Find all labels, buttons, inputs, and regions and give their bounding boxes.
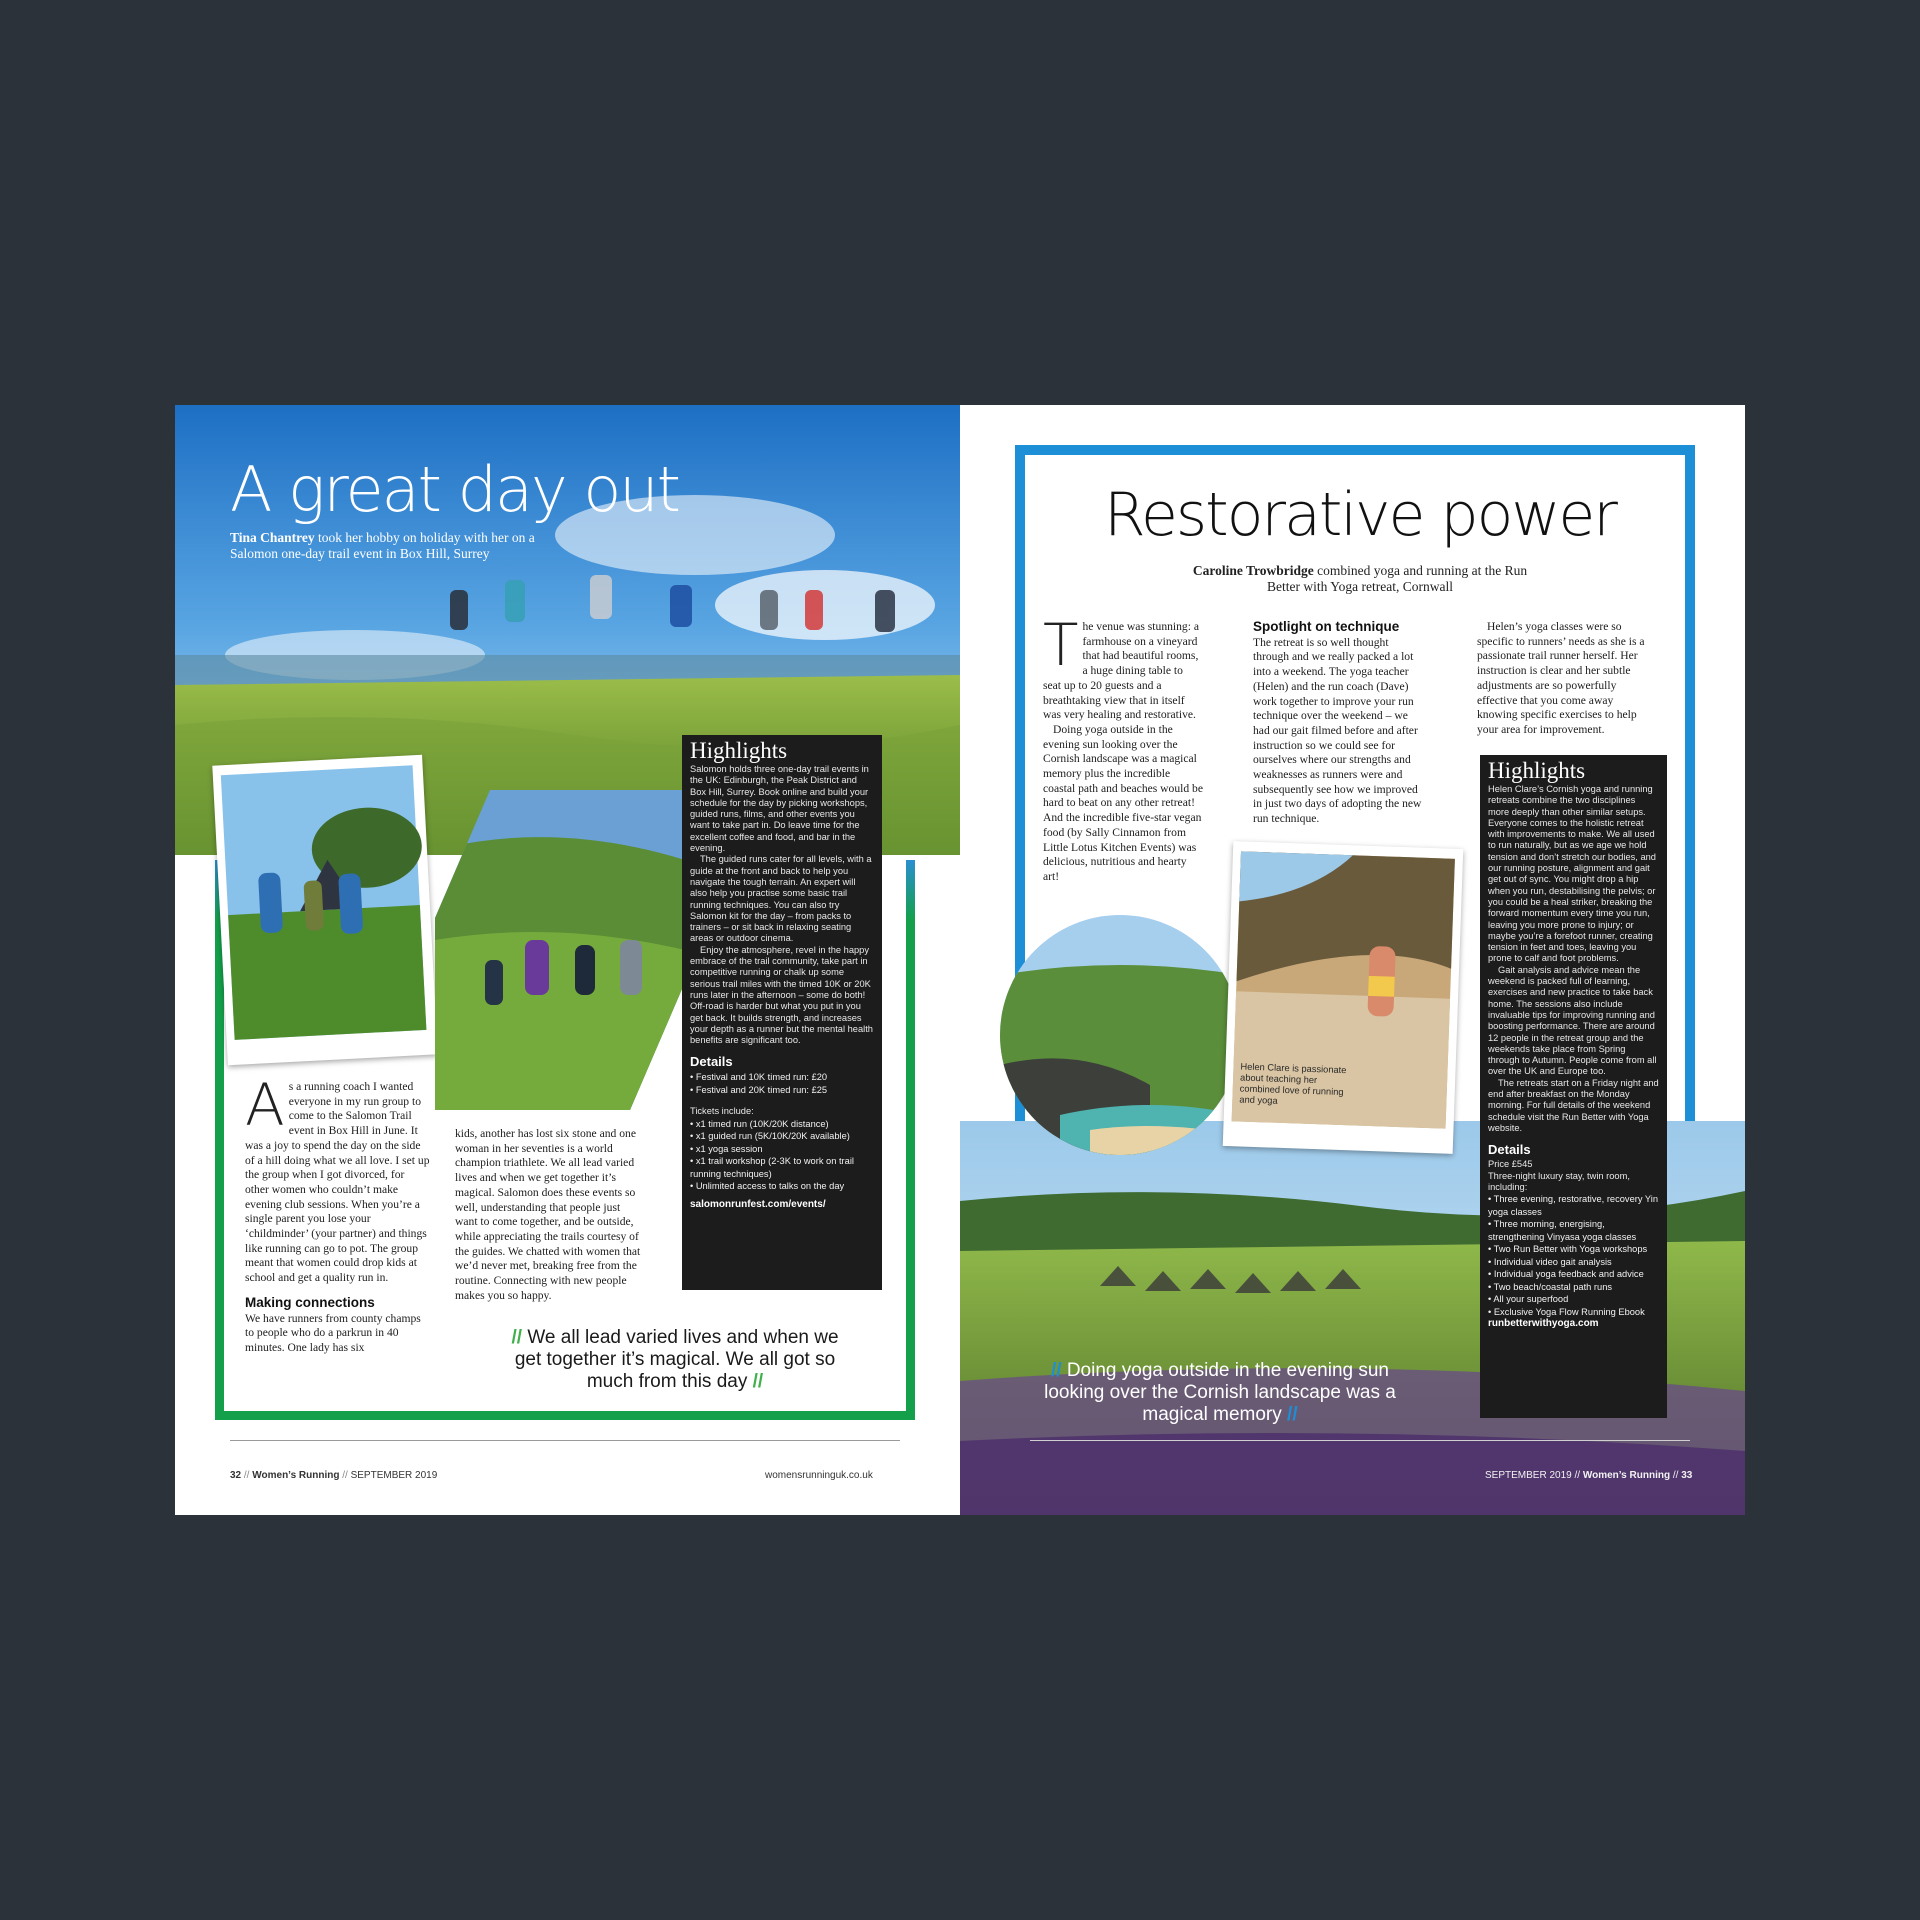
issue-date: SEPTEMBER 2019 <box>1485 1470 1572 1481</box>
include-item: • Three morning, energising, strengthening Vinyasa yoga classes <box>1488 1218 1659 1243</box>
footer-rule <box>230 1440 900 1441</box>
subhead-making-connections: Making connections <box>245 1294 375 1310</box>
footer-separator: // <box>1672 1470 1679 1481</box>
photo-circle-coast <box>1000 915 1240 1155</box>
tickets-list <box>690 1118 874 1193</box>
highlights-para-2: Gait analysis and advice mean the weekend is packed full of learning, exercises and new practice to take back home. The sessions also include invaluable tips for improving running and boosting performance. There are around 12 people in the retreat group and the weekends take place from Spring through to Autumn. People come from all over the UK and Europe too. <box>1488 964 1657 1077</box>
ticket-item: • Unlimited access to talks on the day <box>690 1180 874 1193</box>
footer-separator: // <box>342 1470 348 1481</box>
tickets-label: Tickets include: <box>690 1106 754 1117</box>
include-item: • Two Run Better with Yoga workshops <box>1488 1243 1659 1256</box>
footer-rule <box>1030 1440 1690 1441</box>
pull-quote-text: We all lead varied lives and when we get together it’s magical. We all got so much from this day <box>514 1327 839 1392</box>
body-column-1 <box>245 1071 430 1356</box>
magazine-name: Women’s Running <box>1582 1470 1671 1481</box>
body-column-2 <box>455 1127 645 1303</box>
body-para-2: We have runners from county champs to people who do a parkrun in 40 minutes. One lady has six <box>245 1311 421 1354</box>
body-para-2: Doing yoga outside in the evening sun looking over the Cornish landscape was a magical memory plus the incredible coastal path and beaches would be hard to beat on any other retreat! And the incredible five-star vegan food (by Sally Cinnamon from Little Lotus Kitchen Events) was delicious, nutritious and hearty art! <box>1043 722 1203 883</box>
standfirst-text: took her hobby on holiday with her on a Salomon one-day trail event in Box Hill, Surrey <box>230 530 535 561</box>
quote-mark-close: // <box>752 1371 764 1392</box>
right-page <box>960 405 1745 1515</box>
magazine-name: Women’s Running <box>252 1470 340 1481</box>
frame-side-gradient <box>906 860 915 920</box>
details-url[interactable]: salomonrunfest.com/events/ <box>690 1198 826 1210</box>
highlights-para-3: The retreats start on a Friday night and end after breakfast on the Monday morning. For full details of the weekend schedule visit the Run Better with Yoga website. <box>1488 1077 1659 1133</box>
body-col-3-text: Helen’s yoga classes were so specific to runners’ needs as she is a passionate trail runner herself. Her instruction is clear and her subtle adjustments are so powerfully effective that you come away knowing specific exercises to help your area for improvement. <box>1477 620 1645 736</box>
issue-date: SEPTEMBER 2019 <box>350 1470 438 1481</box>
include-item: • Individual yoga feedback and advice <box>1488 1268 1659 1281</box>
author-name: Caroline Trowbridge <box>1192 563 1314 578</box>
body-para-1: he venue was stunning: a farmhouse on a vineyard that had beautiful rooms, a huge dining table to seat up to 20 guests and a breathtaking view that in itself was very healing and restorative. <box>1043 620 1199 722</box>
highlights-para-1: Salomon holds three one-day trail events in the UK: Edinburgh, the Peak District and Box Hill, Surrey. Book online and build your schedule for the day by picking workshops, guided runs, films, and other events you want to take part in. Do leave time for the excellent coffee and food, and bar in the evening. <box>690 764 869 854</box>
price-list <box>690 1071 874 1096</box>
stay-description: Three-night luxury stay, twin room, including: <box>1488 1170 1630 1192</box>
ticket-item: • x1 trail workshop (2-3K to work on trail running techniques) <box>690 1155 874 1180</box>
highlights-para-2: The guided runs cater for all levels, with a guide at the front and back to help you navigate the tough terrain. An expert will also help you practise some basic trail running techniques. You can also try Salomon kit for the day – from packs to trainers – or sit back in relaxing seating areas or outdoor cinema. <box>690 854 872 944</box>
details-url[interactable]: runbetterwithyoga.com <box>1488 1318 1599 1330</box>
dropcap: A <box>245 1071 285 1139</box>
include-item: • Exclusive Yoga Flow Running Ebook <box>1488 1306 1659 1319</box>
subhead-spotlight: Spotlight on technique <box>1253 619 1400 634</box>
details-title: Details <box>690 1054 733 1070</box>
photo-hexagon-runners <box>435 790 685 1110</box>
footer-url[interactable]: womensrunninguk.co.uk <box>765 1470 873 1481</box>
footer-separator: // <box>243 1470 250 1481</box>
footer-left <box>230 1470 437 1481</box>
author-name: Tina Chantrey <box>230 530 315 545</box>
price: Price £545 <box>1488 1159 1533 1170</box>
footer-separator: // <box>1574 1470 1581 1481</box>
left-page <box>175 405 960 1515</box>
ticket-item: • x1 guided run (5K/10K/20K available) <box>690 1130 874 1143</box>
page-title: Restorative power <box>1104 480 1616 550</box>
pull-quote <box>505 1327 845 1393</box>
highlights-title: Highlights <box>690 738 788 763</box>
page-number: 32 <box>230 1470 242 1481</box>
quote-mark-open: // <box>1050 1360 1062 1381</box>
highlights-para-3: Enjoy the atmosphere, revel in the happy embrace of the trail community, take part in competitive running or chalk up some serious trail miles with the timed 10K or 20K runs later in the afternoon – some do both! Off-road is harder but what you put in you get back. It builds strength, and increases your depth as a runner but the mental health benefits are significant too. <box>690 944 873 1046</box>
standfirst <box>230 530 570 562</box>
quote-mark-close: // <box>1287 1404 1298 1425</box>
body-para-1: s a running coach I wanted everyone in my run group to come to the Salomon Trail event in Box Hill in June. It was a joy to spend the day on the side of a hill doing what we all love. I set up the group when I got divorced, for other women who couldn’t make evening club sessions. When you’re a single parent you lose your ‘childminder’ (your partner) and things like running can go to pot. The group meant that women could drop kids at school and get a quality run in. <box>245 1080 430 1285</box>
ticket-item: • x1 yoga session <box>690 1143 874 1156</box>
highlights-box <box>1480 755 1667 1418</box>
includes-list <box>1488 1193 1659 1318</box>
pull-quote-text: Doing yoga outside in the evening sun looking over the Cornish landscape was a magical memory <box>1044 1360 1396 1425</box>
body-col-2-text: kids, another has lost six stone and one woman in her seventies is a world champion triathlete. We all lead varied lives and when we get together it’s magical. Salomon does these events so well, understanding that people just want to come together, and be outside, while appreciating the trails courtesy of the guides. We chatted with women that we’d never met, breaking free from the routine. Connecting with new people makes you so happy. <box>455 1127 641 1302</box>
dropcap: T <box>1043 611 1079 679</box>
page-title: A great day out <box>230 453 679 526</box>
price-item: • Festival and 20K timed run: £25 <box>690 1084 874 1097</box>
standfirst <box>1185 563 1535 595</box>
details-title: Details <box>1488 1142 1531 1158</box>
price-item: • Festival and 10K timed run: £20 <box>690 1071 874 1084</box>
highlights-para-1: Helen Clare’s Cornish yoga and running retreats combine the two disciplines more deeply than other similar setups. Everyone comes to the holistic retreat with improvements to make. We all used to run naturally, but as we age we hold tension and don’t stretch our bodies, and our running posture, alignment and gait get out of sync. You might drop a hip when you run, destabilising the pelvis; or you could be a heal striker, breaking the forward momentum every time you run, leaving you more prone to injury; or maybe you’re a forefoot runner, creating tension in feet and toes, leaving you prone to calf and foot problems. <box>1488 784 1656 964</box>
quote-mark-open: // <box>511 1327 523 1348</box>
highlights-title: Highlights <box>1488 758 1586 783</box>
pull-quote <box>1030 1360 1410 1426</box>
highlights-box <box>682 735 882 1290</box>
include-item: • All your superfood <box>1488 1293 1659 1306</box>
body-column-1 <box>1043 611 1203 885</box>
body-col-2-text: The retreat is so well thought through and we really packed a lot into a weekend. The yoga teacher (Helen) and the run coach (Dave) work together to improve your run technique over the weekend – we had our gait filmed before and after instruction so we could see for ourselves where our strengths and weaknesses as runners were and subsequently see how we improved in just two days of adopting the new run technique. <box>1253 635 1422 826</box>
body-column-2 <box>1253 620 1425 827</box>
include-item: • Two beach/coastal path runs <box>1488 1281 1659 1294</box>
page-number: 33 <box>1681 1470 1693 1481</box>
footer-right <box>1485 1470 1692 1481</box>
include-item: • Individual video gait analysis <box>1488 1256 1659 1269</box>
photo-yoga-crowd <box>212 755 437 1066</box>
body-column-3 <box>1477 620 1647 738</box>
photo-runner-beach <box>1223 841 1464 1154</box>
photo-caption: Helen Clare is passionate about teaching her combined love of running and yoga <box>1239 1061 1347 1106</box>
standfirst-text: combined yoga and running at the Run Better with Yoga retreat, Cornwall <box>1267 563 1528 594</box>
ticket-item: • x1 timed run (10K/20K distance) <box>690 1118 874 1131</box>
include-item: • Three evening, restorative, recovery Yin yoga classes <box>1488 1193 1659 1218</box>
